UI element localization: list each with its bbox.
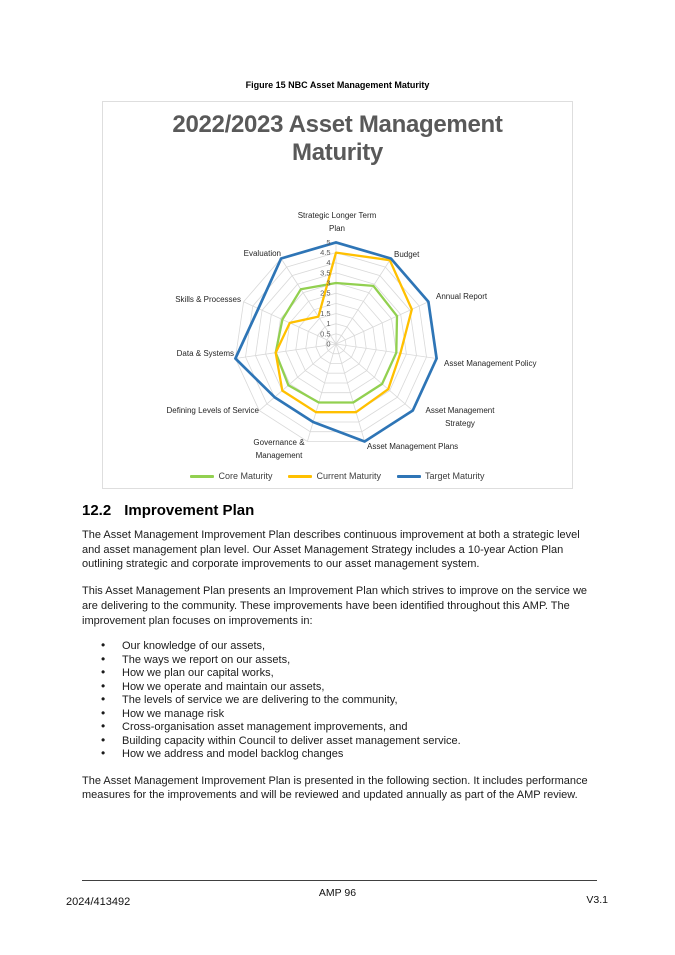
axis-label: Data & Systems	[176, 349, 234, 358]
legend-swatch	[190, 475, 214, 478]
radial-tick-label: 4.5	[320, 248, 331, 258]
section-heading	[82, 502, 597, 519]
list-item: • How we plan our capital works,	[82, 667, 597, 681]
axis-label: Asset Management Policy	[444, 359, 537, 368]
axis-label: Asset Management Plans	[367, 442, 459, 451]
legend-swatch	[397, 475, 421, 478]
axis-label: Defining Levels of Service	[166, 406, 259, 415]
radial-tick-label: 2	[326, 298, 331, 308]
radial-tick-label: 3	[326, 278, 331, 288]
legend-item	[397, 471, 485, 481]
axis-label: Plan	[328, 224, 346, 233]
axis-label: Strategic Longer Term	[297, 211, 377, 220]
improvement-bullet-list	[82, 640, 597, 762]
legend-label: Core Maturity	[218, 471, 273, 481]
axis-label: Management	[255, 451, 303, 460]
maturity-chart-frame	[102, 101, 573, 489]
footer-document-number: 2024/413492	[66, 896, 131, 908]
list-item: • Building capacity within Council to deliver asset management service.	[82, 735, 597, 749]
list-item: • The levels of service we are delivering to the community,	[82, 694, 597, 708]
section-title: Improvement Plan	[124, 502, 255, 519]
radial-tick-label: 5	[326, 237, 331, 247]
legend-item	[190, 471, 272, 481]
chart-legend	[103, 471, 572, 481]
paragraph-2: This Asset Management Plan presents an Improvement Plan which strives to improve on the service we are delivering to the community. These improvements have been identified throughout this AMP. The improvement plan focuses on improvements in:	[82, 585, 588, 627]
section-content	[82, 497, 597, 815]
radial-tick-label: 1.5	[320, 309, 331, 318]
list-item: • Cross-organisation asset management improvements, and	[82, 721, 597, 735]
footer-rule	[82, 880, 597, 881]
chart-title-line2: Maturity	[292, 139, 383, 166]
list-item: • The ways we report on our assets,	[82, 654, 597, 668]
radial-tick-label: 3.5	[320, 268, 331, 278]
radial-tick-label: 1	[326, 319, 331, 329]
footer-page-number: AMP 96	[318, 887, 357, 899]
axis-label: Governance &	[253, 438, 305, 447]
footer-version: V3.1	[586, 894, 608, 906]
paragraph-3: The Asset Management Improvement Plan is presented in the following section. It includes performance measures for the improvements and will be reviewed and updated annually as part of the AMP review.	[82, 774, 588, 802]
radial-tick-label: 0.5	[320, 329, 331, 339]
legend-swatch	[288, 475, 312, 478]
axis-label: Budget	[394, 250, 420, 259]
axis-label: Skills & Processes	[175, 295, 241, 304]
legend-label: Current Maturity	[316, 471, 381, 481]
chart-title-line1: 2022/2023 Asset Management	[172, 111, 503, 138]
radial-tick-label: 4	[326, 258, 331, 268]
axis-label: Strategy	[445, 419, 475, 428]
list-item: • Our knowledge of our assets,	[82, 640, 597, 654]
section-number: 12.2	[82, 502, 112, 519]
radial-tick-label: 0	[326, 339, 331, 349]
list-item: • How we address and model backlog changes	[82, 748, 597, 762]
list-item: • How we operate and maintain our assets,	[82, 681, 597, 695]
paragraph-1: The Asset Management Improvement Plan describes continuous improvement at both a strategic level and asset management plan level. Our Asset Management Strategy includes a 10-year Action Plan outlining strategic and corporate improvements to our asset management system.	[82, 529, 580, 571]
axis-label: Annual Report	[436, 292, 488, 301]
legend-label: Target Maturity	[425, 471, 485, 481]
axis-label: Evaluation	[243, 249, 281, 258]
figure-caption: Figure 15 NBC Asset Management Maturity	[245, 80, 430, 90]
chart-title	[103, 111, 572, 167]
legend-item	[288, 471, 381, 481]
radial-tick-label: 2.5	[320, 288, 331, 298]
axis-label: Asset Management	[425, 406, 495, 415]
list-item: • How we manage risk	[82, 708, 597, 722]
